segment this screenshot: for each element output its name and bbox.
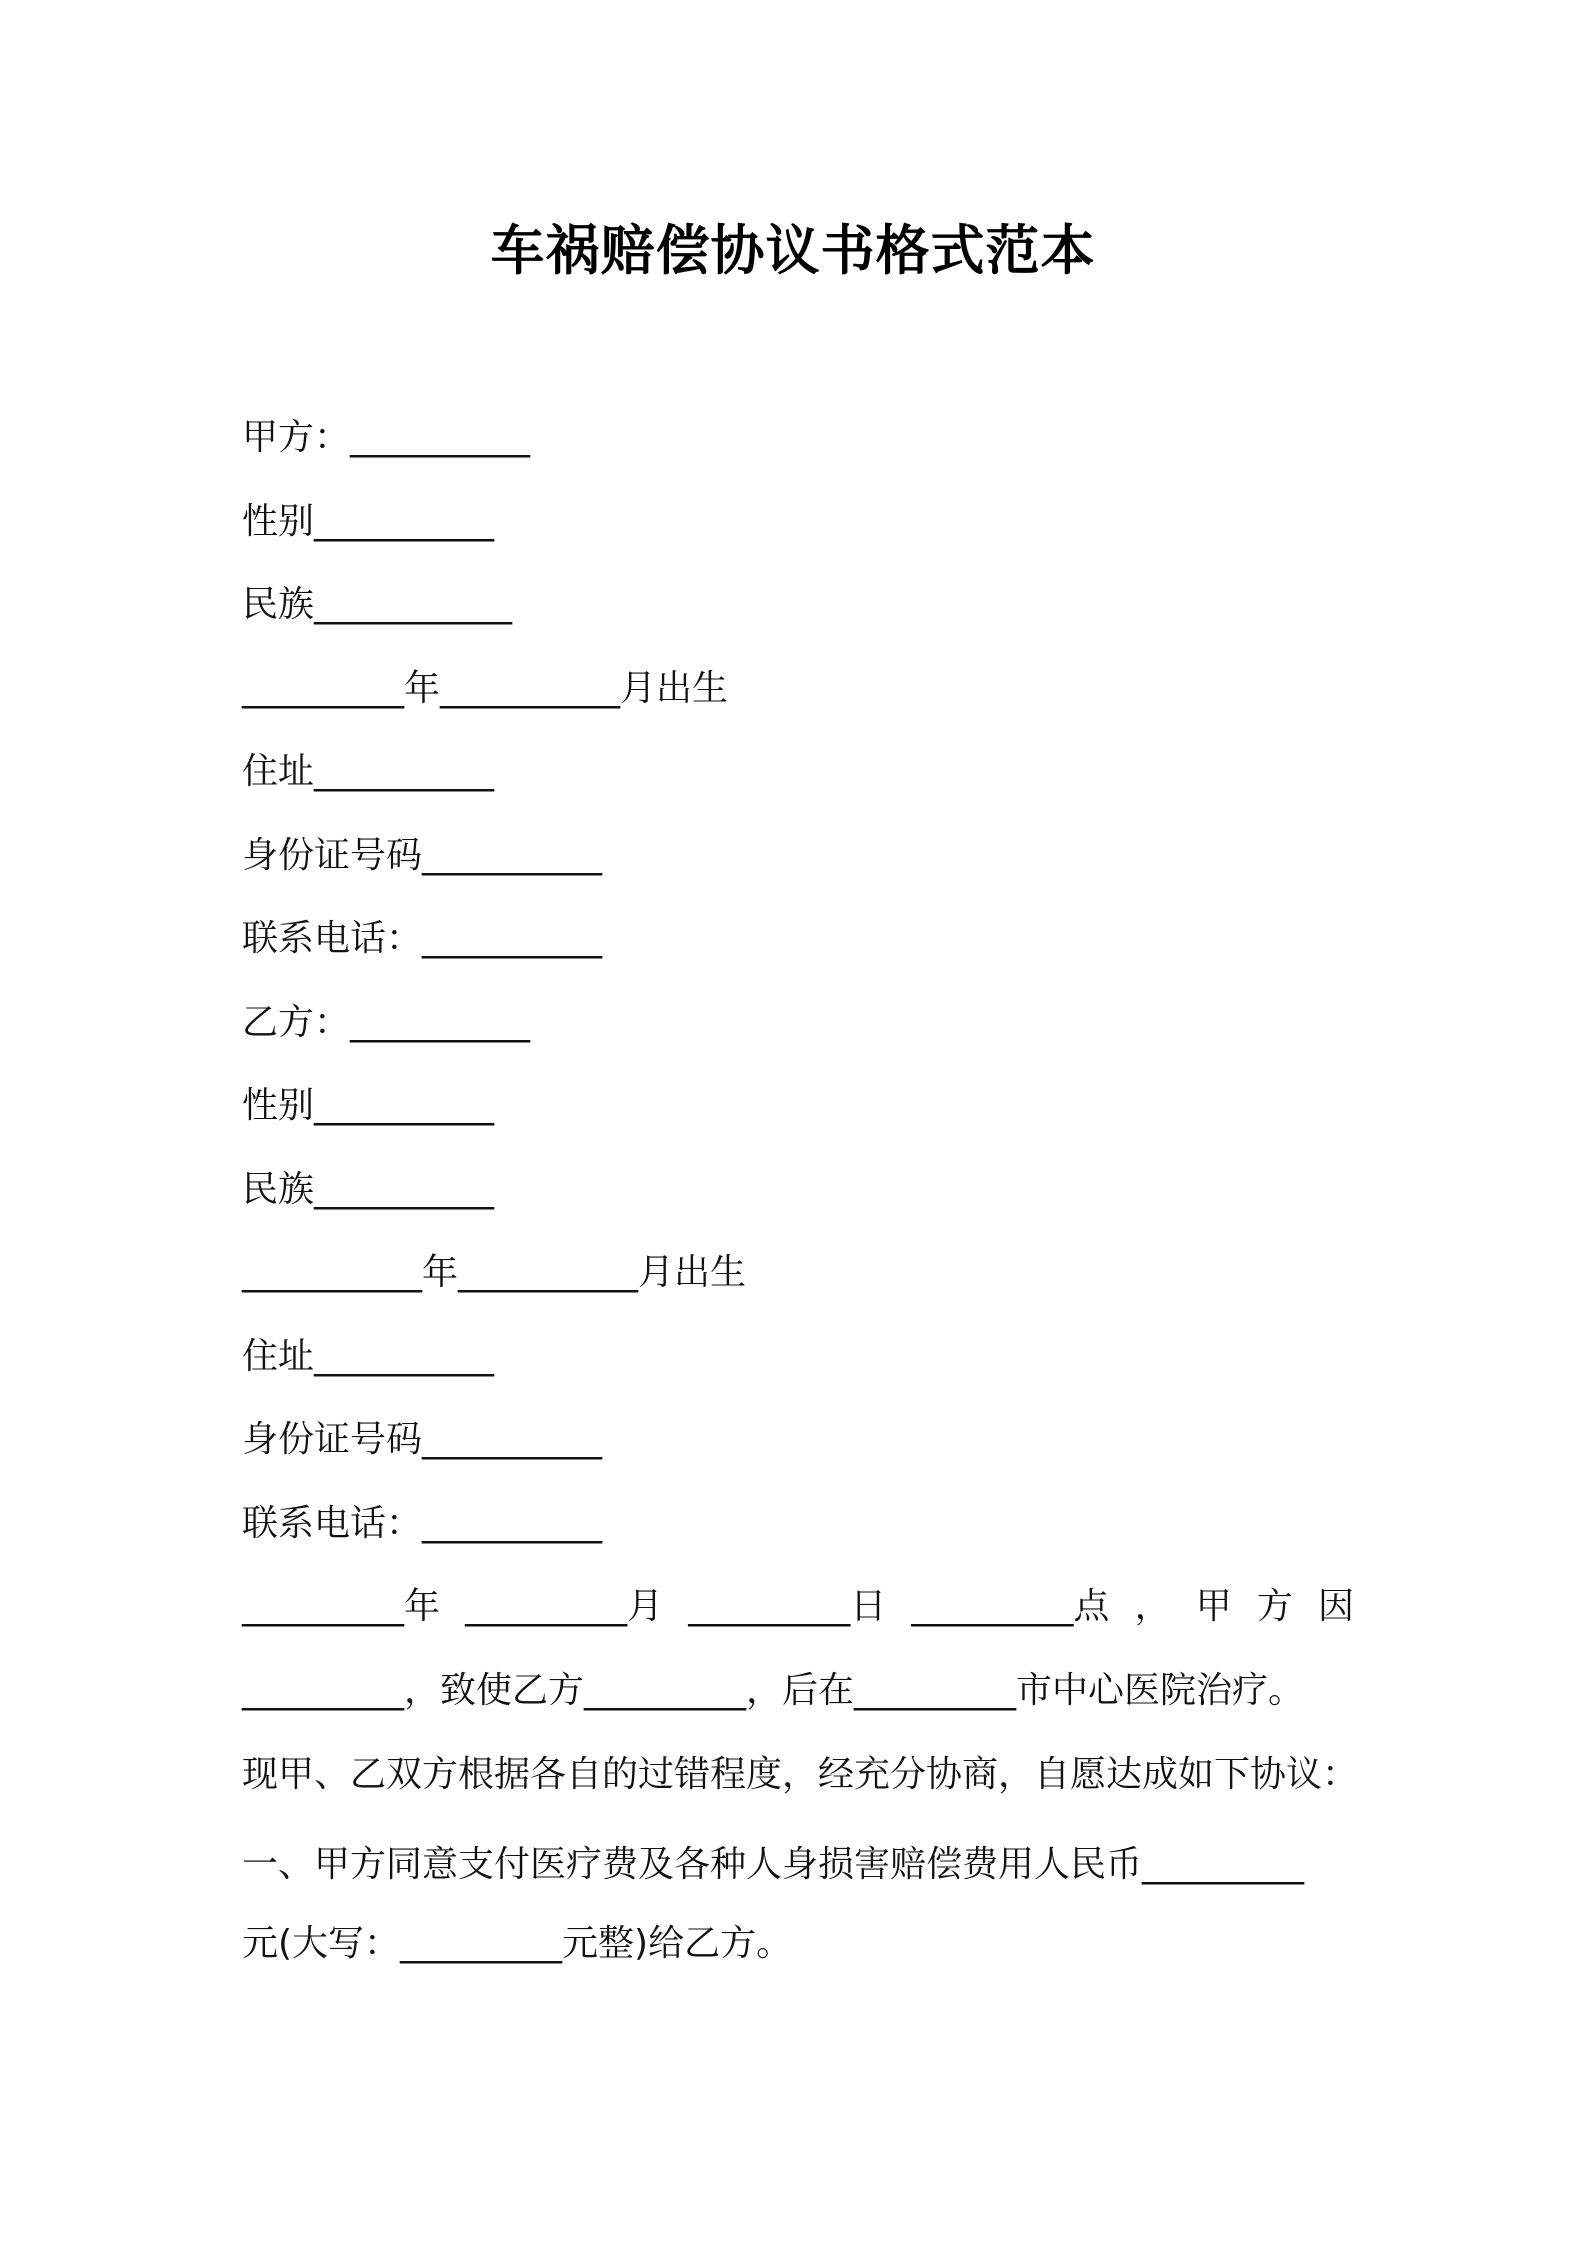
party-a-phone-line: 联系电话：__________ [242,918,603,959]
party-b-address-line: 住址__________ [242,1336,495,1377]
accident-date-line [242,1583,1354,1631]
party-a-address-line: 住址__________ [242,751,495,792]
party-b-phone-line: 联系电话：__________ [242,1503,603,1544]
party-a-ethnicity-line: 民族___________ [242,584,513,625]
party-a-gender-line: 性别__________ [242,501,495,542]
accident-word-2: 方 [1256,1586,1293,1627]
party-b-name-line: 乙方：__________ [242,1002,531,1043]
accident-hour: _________点 [911,1586,1110,1627]
party-b-id-line: 身份证号码__________ [242,1419,603,1460]
accident-month: _________月 [465,1586,664,1627]
accident-year: _________年 [242,1586,441,1627]
accident-cause-line: _________，致使乙方_________，后在_________市中心医院治疗。 [242,1670,1305,1711]
agreement-intro: 现甲、乙双方根据各自的过错程度，经充分协商，自愿达成如下协议： [242,1754,1359,1795]
party-b-ethnicity-line: 民族__________ [242,1169,495,1210]
accident-word-1: 甲 [1195,1586,1232,1627]
accident-day: _________日 [688,1586,887,1627]
party-a-birth-line: _________年__________月出生 [242,668,729,709]
document-title: 车祸赔偿协议书格式范本 [490,219,1096,282]
accident-comma: ， [1134,1586,1171,1627]
party-b-birth-line: __________年__________月出生 [242,1252,747,1293]
clause-1-line-2: 元(大写：_________元整)给乙方。 [242,1923,793,1964]
party-a-id-line: 身份证号码__________ [242,835,603,876]
party-b-gender-line: 性别__________ [242,1085,495,1126]
clause-1-line-1: 一、甲方同意支付医疗费及各种人身损害赔偿费用人民币_________ [242,1844,1305,1885]
accident-word-3: 因 [1317,1586,1354,1627]
party-a-name-line: 甲方：__________ [242,417,531,458]
